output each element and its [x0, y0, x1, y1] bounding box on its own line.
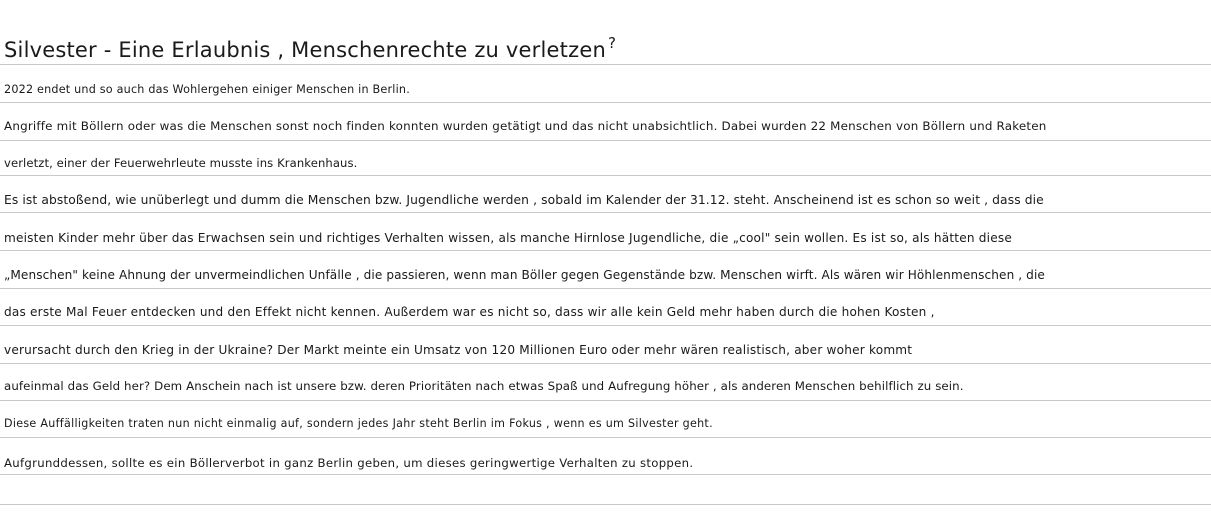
- title-text: Silvester - Eine Erlaubnis , Menschenrechte zu verletzen: [4, 38, 606, 62]
- text-line: „Menschen" keine Ahnung der unvermeindlichen Unfälle , die passieren, wenn man Böller gegen Gegenstände bzw. Menschen wirft. Als wären wir Höhlenmenschen , die: [4, 268, 1045, 282]
- ruled-line: [0, 175, 1211, 176]
- text-line: Es ist abstoßend, wie unüberlegt und dumm die Menschen bzw. Jugendliche werden , sobald im Kalender der 31.12. steht. Anscheinend ist es schon so weit , dass die: [4, 193, 1044, 207]
- document-title: [4, 34, 616, 62]
- ruled-line: [0, 288, 1211, 289]
- text-line: Diese Auffälligkeiten traten nun nicht einmalig auf, sondern jedes Jahr steht Berlin im Fokus , wenn es um Silvester geht.: [4, 417, 713, 430]
- text-line: das erste Mal Feuer entdecken und den Effekt nicht kennen. Außerdem war es nicht so, dass wir alle kein Geld mehr haben durch die hohen Kosten ,: [4, 305, 935, 319]
- ruled-line: [0, 212, 1211, 213]
- ruled-line: [0, 504, 1211, 505]
- text-line: meisten Kinder mehr über das Erwachsen sein und richtiges Verhalten wissen, als manche Hirnlose Jugendliche, die „cool" sein wollen. Es ist so, als hätten diese: [4, 231, 1012, 245]
- text-line: 2022 endet und so auch das Wohlergehen einiger Menschen in Berlin.: [4, 83, 410, 96]
- text-line: verletzt, einer der Feuerwehrleute musste ins Krankenhaus.: [4, 156, 358, 170]
- ruled-line: [0, 474, 1211, 475]
- text-line: verursacht durch den Krieg in der Ukraine? Der Markt meinte ein Umsatz von 120 Millionen Euro oder mehr wären realistisch, aber woher kommt: [4, 343, 913, 357]
- text-line: aufeinmal das Geld her? Dem Anschein nach ist unsere bzw. deren Prioritäten nach etwas Spaß und Aufregung höher , als anderen Menschen behilflich zu sein.: [4, 379, 964, 393]
- text-line: Angriffe mit Böllern oder was die Menschen sonst noch finden konnten wurden getätigt und das nicht unabsichtlich. Dabei wurden 22 Menschen von Böllern und Raketen: [4, 119, 1047, 133]
- ruled-line: [0, 140, 1211, 141]
- ruled-line: [0, 250, 1211, 251]
- ruled-line: [0, 64, 1211, 65]
- ruled-line: [0, 363, 1211, 364]
- ruled-line: [0, 400, 1211, 401]
- ruled-line: [0, 102, 1211, 103]
- text-line: Aufgrunddessen, sollte es ein Böllerverbot in ganz Berlin geben, um dieses geringwertige Verhalten zu stoppen.: [4, 456, 694, 470]
- ruled-line: [0, 325, 1211, 326]
- title-question-mark: ?: [607, 34, 617, 52]
- ruled-line: [0, 437, 1211, 438]
